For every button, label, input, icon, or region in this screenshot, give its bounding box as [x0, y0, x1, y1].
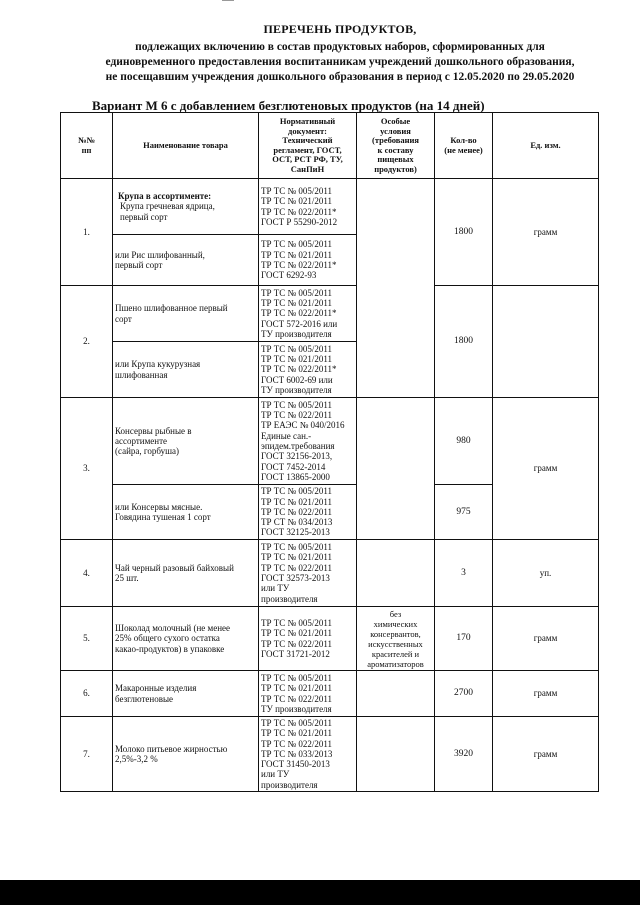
quantity-cell: 1800: [435, 179, 493, 286]
product-group-label: Крупа в ассортименте:: [118, 190, 212, 201]
products-table: [60, 112, 599, 792]
table-row: [61, 607, 599, 671]
regulation-cell: ТР ТС № 005/2011 ТР ТС № 022/2011 ТР ЕАЭС № 040/2016 Единые сан.- эпидем.требования ГОСТ 32156-2013, ГОСТ 7452-2014 ГОСТ 13865-2000: [259, 398, 357, 485]
regulation-cell: ТР ТС № 005/2011 ТР ТС № 021/2011 ТР ТС № 022/2011 ТР ТС № 033/2013 ГОСТ 31450-2013 или ТУ производителя: [259, 717, 357, 792]
product-name: или Крупа кукурузная шлифованная: [113, 342, 259, 398]
quantity-cell: 3: [435, 540, 493, 607]
product-name: Макаронные изделия безглютеновые: [113, 671, 259, 717]
product-name: или Консервы мясные. Говядина тушеная 1 сорт: [113, 485, 259, 540]
unit-cell: грамм: [493, 398, 599, 540]
quantity-cell: 2700: [435, 671, 493, 717]
row-number: 3.: [61, 398, 113, 540]
quantity-cell: 975: [435, 485, 493, 540]
conditions-cell: [357, 179, 435, 398]
regulation-cell: ТР ТС № 005/2011 ТР ТС № 021/2011 ТР ТС № 022/2011* ГОСТ 6002-69 или ТУ производителя: [259, 342, 357, 398]
conditions-cell: [357, 398, 435, 540]
table-row: [61, 179, 599, 235]
row-number: 2.: [61, 286, 113, 398]
col-header-quantity: Кол-во (не менее): [435, 113, 493, 179]
header-line-3: не посещавшим учреждения дошкольного образования в период с 12.05.2020 по 29.05.2020: [105, 71, 575, 83]
unit-cell: уп.: [493, 540, 599, 607]
row-number: 4.: [61, 540, 113, 607]
regulation-cell: ТР ТС № 005/2011 ТР ТС № 021/2011 ТР ТС № 022/2011 ТР СТ № 034/2013 ГОСТ 32125-2013: [259, 485, 357, 540]
conditions-cell: [357, 717, 435, 792]
unit-cell: грамм: [493, 671, 599, 717]
scan-mark: [222, 0, 234, 1]
header-line-2: единовременного предоставления воспитанникам учреждений дошкольного образования,: [105, 56, 575, 68]
variant-heading: Вариант М 6 с добавлением безглютеновых продуктов (на 14 дней): [92, 98, 485, 113]
col-header-no: №№ пп: [61, 113, 113, 179]
unit-cell: грамм: [493, 717, 599, 792]
product-name: Молоко питьевое жирностью 2,5%-3,2 %: [113, 717, 259, 792]
table-row: [61, 540, 599, 607]
conditions-cell: без химических консервантов, искусственных красителей и ароматизаторов: [357, 607, 435, 671]
product-name: Чай черный разовый байховый 25 шт.: [113, 540, 259, 607]
col-header-name: Наименование товара: [113, 113, 259, 179]
table-row: [61, 286, 599, 342]
scan-bottom-edge: [0, 880, 640, 905]
product-name: [113, 179, 259, 235]
conditions-cell: [357, 671, 435, 717]
regulation-cell: ТР ТС № 005/2011 ТР ТС № 021/2011 ТР ТС № 022/2011* ГОСТ 6292-93: [259, 235, 357, 286]
regulation-cell: ТР ТС № 005/2011 ТР ТС № 021/2011 ТР ТС № 022/2011 ГОСТ 32573-2013 или ТУ производителя: [259, 540, 357, 607]
table-row: [61, 398, 599, 485]
col-header-regulation: Нормативный документ: Технический регламент, ГОСТ, ОСТ, РСТ РФ, ТУ, СанПиН: [259, 113, 357, 179]
regulation-cell: ТР ТС № 005/2011 ТР ТС № 021/2011 ТР ТС № 022/2011* ГОСТ Р 55290-2012: [259, 179, 357, 235]
document-header: [60, 22, 620, 85]
table-row: [61, 717, 599, 792]
product-name: Шоколад молочный (не менее 25% общего сухого остатка какао-продуктов) в упаковке: [113, 607, 259, 671]
product-name-text: Крупа гречневая ядрица, первый сорт: [120, 201, 215, 222]
product-name: или Рис шлифованный, первый сорт: [113, 235, 259, 286]
conditions-cell: [357, 540, 435, 607]
regulation-cell: ТР ТС № 005/2011 ТР ТС № 021/2011 ТР ТС № 022/2011* ГОСТ 572-2016 или ТУ производителя: [259, 286, 357, 342]
table-row: [61, 671, 599, 717]
unit-cell: [493, 286, 599, 398]
quantity-cell: 980: [435, 398, 493, 485]
unit-cell: грамм: [493, 607, 599, 671]
regulation-cell: ТР ТС № 005/2011 ТР ТС № 021/2011 ТР ТС № 022/2011 ГОСТ 31721-2012: [259, 607, 357, 671]
regulation-cell: ТР ТС № 005/2011 ТР ТС № 021/2011 ТР ТС № 022/2011 ТУ производителя: [259, 671, 357, 717]
quantity-cell: 3920: [435, 717, 493, 792]
row-number: 6.: [61, 671, 113, 717]
header-line-1: подлежащих включению в состав продуктовых наборов, сформированных для: [135, 41, 545, 53]
quantity-cell: 1800: [435, 286, 493, 398]
table-header-row: [61, 113, 599, 179]
product-name: Пшено шлифованное первый сорт: [113, 286, 259, 342]
unit-cell: грамм: [493, 179, 599, 286]
product-name: Консервы рыбные в ассортименте (сайра, горбуша): [113, 398, 259, 485]
col-header-unit: Ед. изм.: [493, 113, 599, 179]
col-header-conditions: Особые условия (требования к составу пищевых продуктов): [357, 113, 435, 179]
row-number: 7.: [61, 717, 113, 792]
document-title: ПЕРЕЧЕНЬ ПРОДУКТОВ,: [263, 22, 417, 36]
row-number: 5.: [61, 607, 113, 671]
row-number: 1.: [61, 179, 113, 286]
quantity-cell: 170: [435, 607, 493, 671]
